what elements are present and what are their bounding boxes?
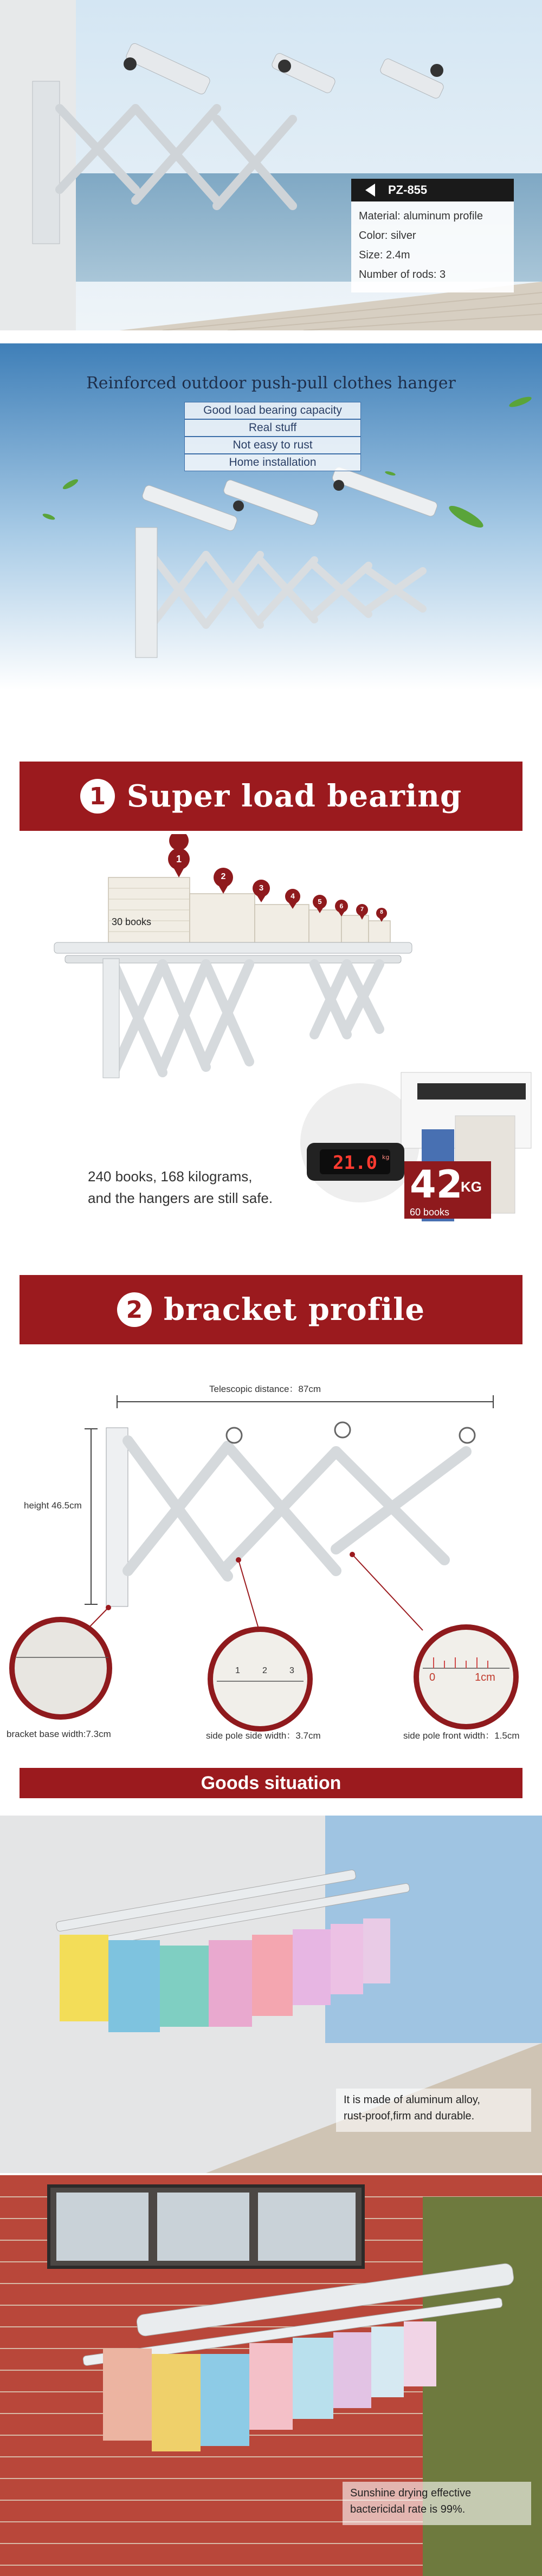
ruler-label: 1cm: [475, 1671, 495, 1683]
feature-item: Real stuff: [184, 419, 361, 437]
marker-label: 6: [339, 902, 344, 910]
caption-line: and the hangers are still safe.: [88, 1190, 273, 1206]
feature-item: Good load bearing capacity: [184, 402, 361, 419]
profile-section: [0, 1354, 542, 1749]
spec-size: Size: 2.4m: [359, 249, 410, 261]
spec-material: Material: aluminum profile: [359, 210, 483, 222]
marker-label: 7: [360, 906, 364, 913]
book-count-label: 30 books: [112, 916, 152, 927]
ruler-label: 3: [289, 1666, 294, 1675]
scale-display: 21.0: [333, 1152, 377, 1174]
height-measure: height 46.5cm: [24, 1500, 82, 1511]
load-section: [0, 834, 542, 1262]
spec-header: [351, 179, 514, 201]
feature-item: Home installation: [184, 454, 361, 471]
feature-illustration: [0, 343, 542, 690]
weight-unit: KG: [461, 1179, 482, 1195]
goods-photo-1: [0, 1816, 542, 2173]
section-title: Super load bearing: [126, 778, 462, 814]
goods-caption-1: [336, 2089, 531, 2132]
marker-label: 8: [380, 909, 383, 915]
telescopic-distance: Telescopic distance：87cm: [209, 1384, 321, 1394]
weight-badge: [404, 1161, 491, 1219]
ruler-label: 1: [235, 1666, 240, 1675]
weight-value: 42: [410, 1162, 463, 1207]
ruler-label: 0: [429, 1671, 436, 1683]
section-number-badge: 2: [117, 1292, 152, 1327]
section-number-badge: 1: [80, 779, 115, 814]
marker-label: 1: [176, 854, 182, 864]
feature-item: Not easy to rust: [184, 437, 361, 454]
feature-title: Reinforced outdoor push-pull clothes hanger: [86, 374, 456, 393]
feature-section: [0, 343, 542, 690]
marker-label: 4: [291, 892, 295, 900]
spec-color: Color: silver: [359, 230, 416, 242]
goods-photo-2: [0, 2175, 542, 2576]
caption-line: 240 books, 168 kilograms,: [88, 1168, 253, 1185]
weight-books: 60 books: [410, 1207, 450, 1218]
caption-line: rust-proof,firm and durable.: [344, 2110, 475, 2122]
hero-section: [0, 0, 542, 330]
section-title: bracket profile: [163, 1292, 425, 1328]
goods-caption-2: [343, 2482, 531, 2525]
ruler-label: 2: [262, 1666, 267, 1675]
marker-label: 5: [318, 897, 322, 906]
base-width-measure: bracket base width:7.3cm: [7, 1729, 111, 1739]
front-width-measure: side pole front width：1.5cm: [403, 1731, 520, 1741]
caption-line: It is made of aluminum alloy,: [344, 2094, 480, 2106]
side-width-measure: side pole side width：3.7cm: [206, 1731, 321, 1741]
caption-line: Sunshine drying effective: [350, 2487, 472, 2499]
model-number: PZ-855: [388, 183, 428, 197]
caption-line: bactericidal rate is 99%.: [350, 2503, 466, 2515]
marker-label: 2: [221, 872, 226, 881]
marker-label: 3: [259, 883, 264, 893]
spec-rods: Number of rods: 3: [359, 269, 446, 281]
load-caption: [88, 1166, 273, 1209]
profile-illustration: [0, 1354, 542, 1749]
profile-banner: [20, 1275, 522, 1344]
scale-unit: kg: [382, 1154, 390, 1161]
triangle-left-icon: [365, 184, 375, 197]
load-banner: [20, 762, 522, 831]
spec-panel: [351, 179, 514, 292]
goods-banner: Goods situation: [20, 1768, 522, 1798]
